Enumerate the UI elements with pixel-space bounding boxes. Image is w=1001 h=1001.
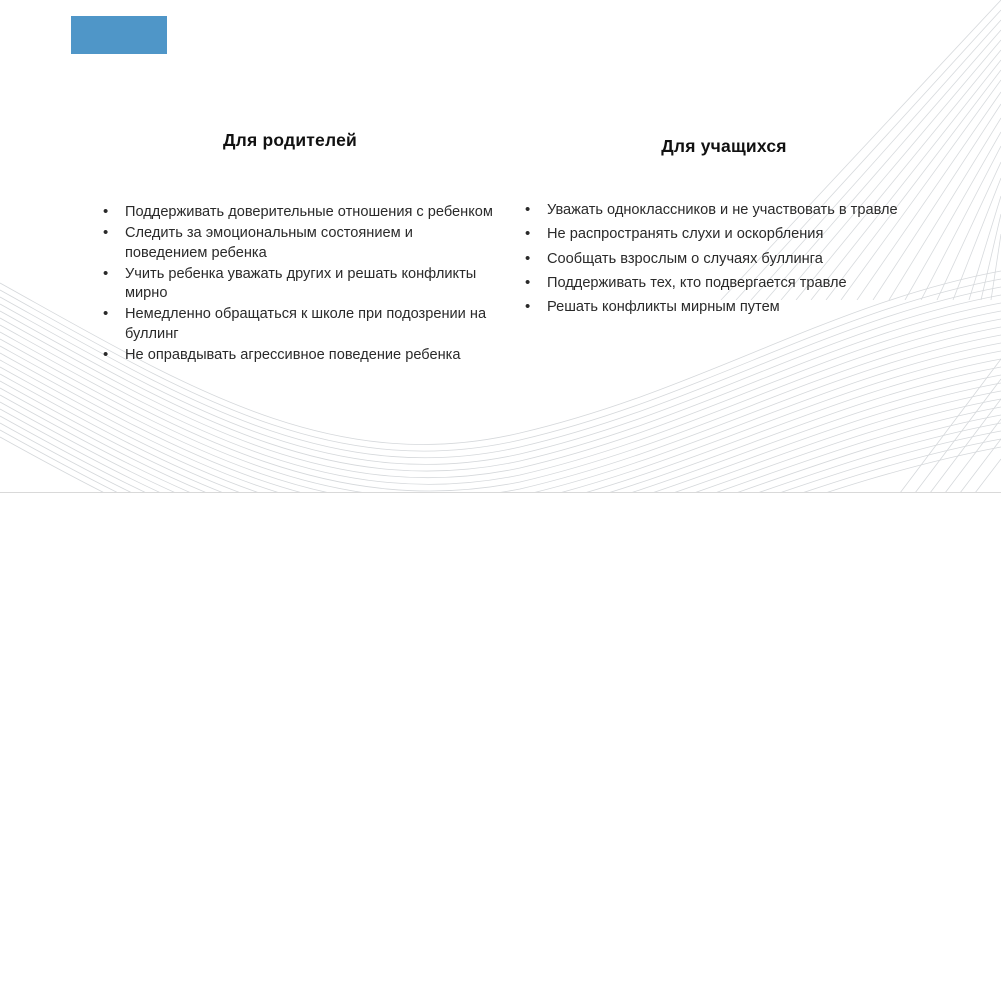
slide-canvas	[0, 0, 1001, 493]
column-parents-title: Для родителей	[223, 130, 357, 150]
list-item: • Сообщать взрослым о случаях буллинга	[519, 250, 935, 269]
column-parents	[75, 130, 495, 367]
column-students-list	[505, 201, 935, 317]
column-students-title: Для учащихся	[661, 136, 787, 156]
column-parents-list	[75, 203, 495, 365]
list-item: • Не распространять слухи и оскорбления	[519, 225, 935, 244]
list-item: • Уважать одноклассников и не участвовать в травле	[519, 201, 935, 220]
list-item: • Следить за эмоциональным состоянием и поведением ребенка	[97, 224, 495, 263]
list-item: • Поддерживать доверительные отношения с ребенком	[97, 203, 495, 222]
slide-bottom-divider	[0, 492, 1001, 493]
list-item: • Немедленно обращаться к школе при подозрении на буллинг	[97, 305, 495, 344]
list-item: • Учить ребенка уважать других и решать конфликты мирно	[97, 265, 495, 304]
list-item: • Поддерживать тех, кто подвергается травле	[519, 274, 935, 293]
list-item: • Решать конфликты мирным путем	[519, 298, 935, 317]
list-item: • Не оправдывать агрессивное поведение ребенка	[97, 346, 495, 365]
accent-rectangle	[71, 16, 167, 54]
column-students	[505, 130, 935, 322]
